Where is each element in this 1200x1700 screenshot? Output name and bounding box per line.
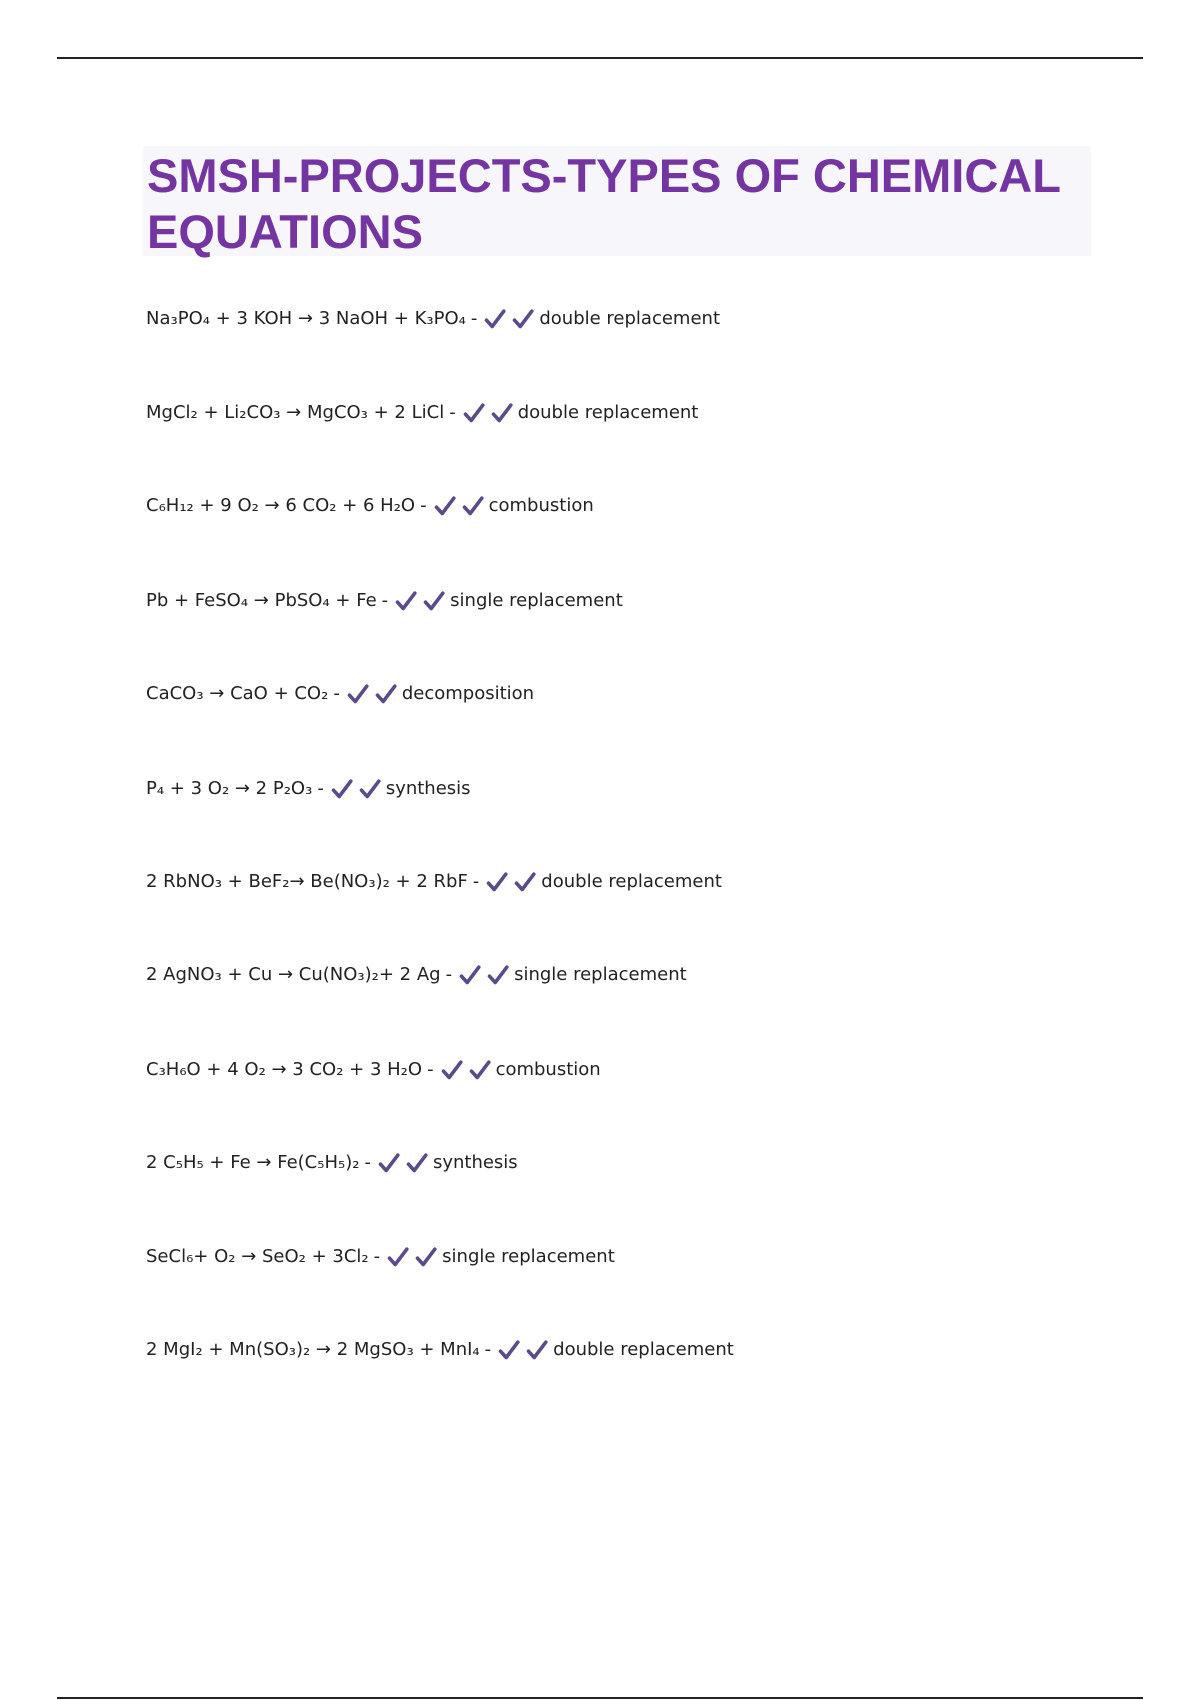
equation-text: C₃H₆O + 4 O₂ → 3 CO₂ + 3 H₂O: [146, 1059, 423, 1080]
checkmark-icon: [422, 589, 446, 613]
qa-item: [146, 776, 471, 802]
answer-text: single replacement: [514, 964, 687, 985]
answer-text: single replacement: [442, 1246, 615, 1267]
equation-text: SeCl₆+ O₂ → SeO₂ + 3Cl₂: [146, 1246, 369, 1267]
separator: -: [420, 495, 427, 516]
qa-item: [146, 681, 534, 707]
checkmark-icon: [461, 494, 485, 518]
answer-text: double replacement: [553, 1339, 734, 1360]
qa-item: [146, 1244, 615, 1270]
answer-checkmarks: [386, 1245, 438, 1269]
checkmark-icon: [394, 589, 418, 613]
checkmark-icon: [374, 682, 398, 706]
checkmark-icon: [490, 401, 514, 425]
answer-checkmarks: [330, 777, 382, 801]
header-rule: [57, 57, 1143, 59]
answer-checkmarks: [394, 589, 446, 613]
qa-item: [146, 588, 623, 614]
answer-checkmarks: [433, 494, 485, 518]
checkmark-icon: [511, 307, 535, 331]
checkmark-icon: [497, 1338, 521, 1362]
answer-checkmarks: [485, 870, 537, 894]
qa-item: [146, 962, 687, 988]
checkmark-icon: [358, 777, 382, 801]
separator: -: [373, 1246, 381, 1267]
qa-item: [146, 306, 720, 332]
answer-checkmarks: [377, 1151, 429, 1175]
qa-item: [146, 493, 594, 519]
separator: -: [333, 683, 340, 704]
answer-text: synthesis: [432, 1152, 518, 1173]
answer-checkmarks: [462, 401, 514, 425]
qa-item: [146, 400, 698, 426]
page-title: SMSH-PROJECTS-TYPES OF CHEMICAL EQUATIONS: [147, 149, 1061, 258]
checkmark-icon: [386, 1245, 410, 1269]
answer-checkmarks: [440, 1058, 492, 1082]
separator: -: [445, 964, 453, 985]
separator: -: [472, 871, 480, 892]
separator: -: [317, 778, 324, 799]
title-banner: [143, 146, 1091, 256]
checkmark-icon: [525, 1338, 549, 1362]
qa-item: [146, 1150, 518, 1176]
separator: -: [364, 1152, 371, 1173]
equation-text: 2 RbNO₃ + BeF₂→ Be(NO₃)₂ + 2 RbF: [146, 871, 468, 892]
checkmark-icon: [433, 494, 457, 518]
separator: -: [484, 1339, 492, 1360]
equation-text: C₆H₁₂ + 9 O₂ → 6 CO₂ + 6 H₂O: [146, 495, 416, 516]
qa-item: [146, 1057, 601, 1083]
answer-checkmarks: [346, 682, 398, 706]
checkmark-icon: [405, 1151, 429, 1175]
checkmark-icon: [346, 682, 370, 706]
answer-checkmarks: [497, 1338, 549, 1362]
equation-text: 2 AgNO₃ + Cu → Cu(NO₃)₂+ 2 Ag: [146, 964, 441, 985]
qa-item: [146, 1337, 734, 1363]
equation-text: CaCO₃ → CaO + CO₂: [146, 683, 329, 704]
answer-checkmarks: [458, 963, 510, 987]
separator: -: [470, 308, 478, 329]
checkmark-icon: [377, 1151, 401, 1175]
answer-text: decomposition: [401, 683, 535, 704]
equation-text: MgCl₂ + Li₂CO₃ → MgCO₃ + 2 LiCl: [146, 402, 445, 423]
answer-text: single replacement: [450, 590, 623, 611]
answer-checkmarks: [483, 307, 535, 331]
footer-rule: [57, 1697, 1143, 1699]
equation-text: Na₃PO₄ + 3 KOH → 3 NaOH + K₃PO₄: [146, 308, 466, 329]
checkmark-icon: [468, 1058, 492, 1082]
answer-text: combustion: [495, 1059, 601, 1080]
answer-text: double replacement: [539, 308, 721, 329]
equation-text: Pb + FeSO₄ → PbSO₄ + Fe: [146, 590, 377, 611]
checkmark-icon: [440, 1058, 464, 1082]
answer-text: double replacement: [541, 871, 722, 892]
checkmark-icon: [458, 963, 482, 987]
separator: -: [381, 590, 389, 611]
checkmark-icon: [485, 870, 509, 894]
separator: -: [449, 402, 456, 423]
equation-text: P₄ + 3 O₂ → 2 P₂O₃: [146, 778, 313, 799]
checkmark-icon: [483, 307, 507, 331]
answer-text: double replacement: [517, 402, 699, 423]
qa-item: [146, 869, 722, 895]
checkmark-icon: [330, 777, 354, 801]
checkmark-icon: [462, 401, 486, 425]
separator: -: [427, 1059, 434, 1080]
equation-text: 2 MgI₂ + Mn(SO₃)₂ → 2 MgSO₃ + MnI₄: [146, 1339, 480, 1360]
answer-text: combustion: [488, 495, 594, 516]
answer-text: synthesis: [385, 778, 471, 799]
checkmark-icon: [414, 1245, 438, 1269]
equation-text: 2 C₅H₅ + Fe → Fe(C₅H₅)₂: [146, 1152, 360, 1173]
checkmark-icon: [486, 963, 510, 987]
checkmark-icon: [513, 870, 537, 894]
